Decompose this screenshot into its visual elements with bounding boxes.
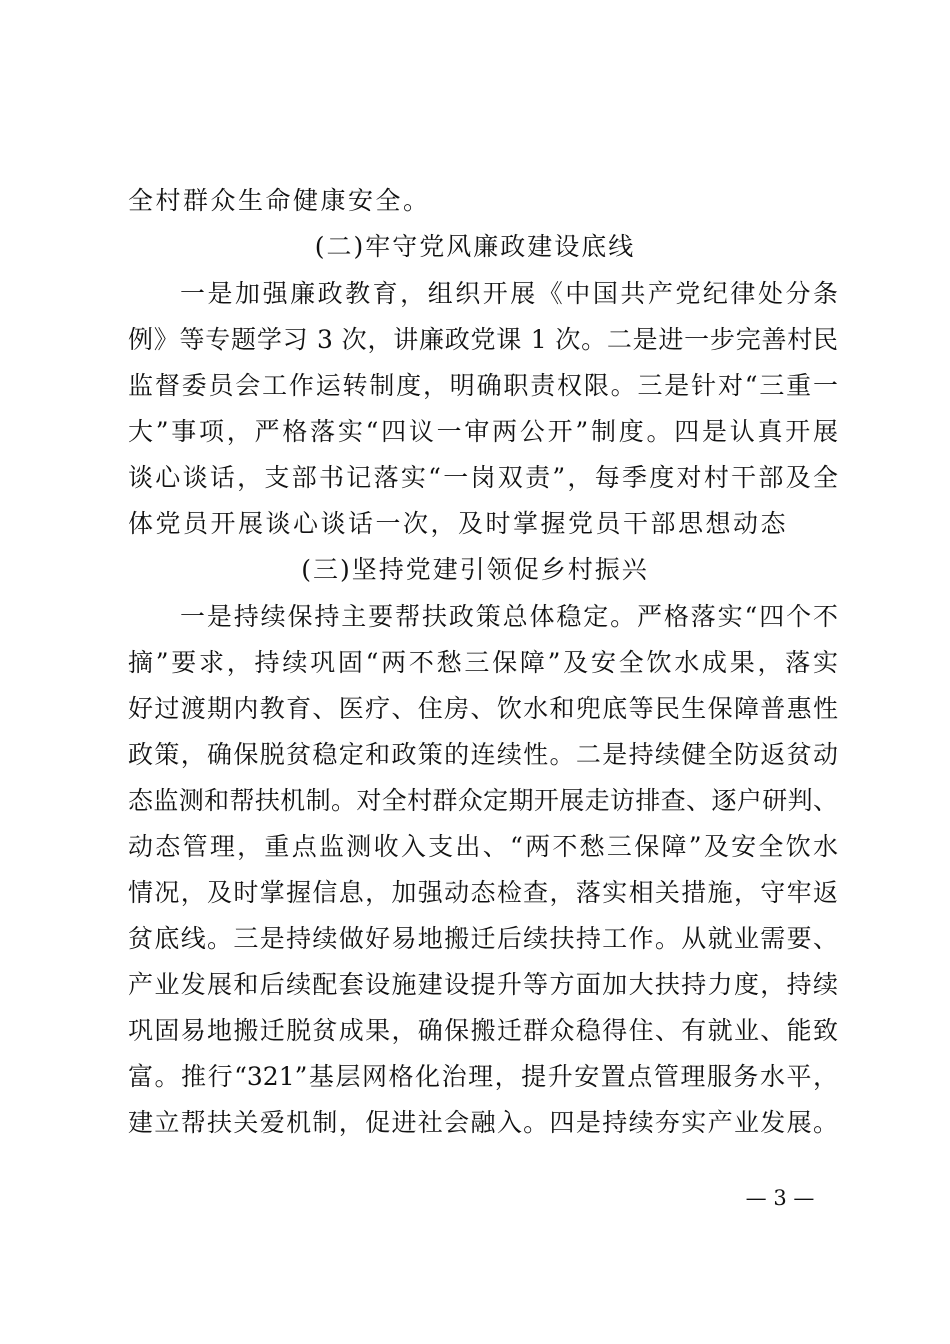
section-3-heading: (三)坚持党建引领促乡村振兴 (301, 555, 649, 584)
section-2-line-3: 监督委员会工作运转制度，明确职责权限。三是针对“三重一 (128, 371, 838, 400)
section-3-line-3: 好过渡期内教育、医疗、住房、饮水和兜底等民生保障普惠性 (128, 694, 838, 723)
section-2-heading: (二)牢守党风廉政建设底线 (314, 232, 636, 261)
section-3-line-6: 动态管理，重点监测收入支出、“两不愁三保障”及安全饮水 (128, 832, 838, 861)
section-2-line-2: 例》等专题学习 3 次，讲廉政党课 1 次。二是进一步完善村民 (128, 325, 838, 354)
section-3-line-1: 一是持续保持主要帮扶政策总体稳定。严格落实“四个不 (180, 602, 838, 631)
page-number: — 3 — (745, 1186, 815, 1210)
section-3-line-8: 贫底线。三是持续做好易地搬迁后续扶持工作。从就业需要、 (128, 924, 838, 953)
opening-line: 全村群众生命健康安全。 (128, 186, 431, 215)
section-3-line-2: 摘”要求，持续巩固“两不愁三保障”及安全饮水成果，落实 (128, 648, 838, 677)
section-2-line-4: 大”事项，严格落实“四议一审两公开”制度。四是认真开展 (128, 417, 838, 446)
section-3-line-11: 富。推行“321”基层网格化治理，提升安置点管理服务水平， (128, 1062, 838, 1091)
section-3-line-12: 建立帮扶关爱机制，促进社会融入。四是持续夯实产业发展。 (128, 1108, 838, 1137)
section-2-line-5: 谈心谈话，支部书记落实“一岗双责”，每季度对村干部及全 (128, 463, 838, 492)
section-3-line-9: 产业发展和后续配套设施建设提升等方面加大扶持力度，持续 (128, 970, 838, 999)
section-2-line-1: 一是加强廉政教育，组织开展《中国共产党纪律处分条 (180, 279, 838, 308)
section-3-line-4: 政策，确保脱贫稳定和政策的连续性。二是持续健全防返贫动 (128, 740, 838, 769)
section-3-line-5: 态监测和帮扶机制。对全村群众定期开展走访排查、逐户研判、 (128, 786, 838, 815)
section-3-line-7: 情况，及时掌握信息，加强动态检查，落实相关措施，守牢返 (128, 878, 838, 907)
section-3-line-10: 巩固易地搬迁脱贫成果，确保搬迁群众稳得住、有就业、能致 (128, 1016, 838, 1045)
section-2-line-6: 体党员开展谈心谈话一次，及时掌握党员干部思想动态 (128, 509, 789, 538)
